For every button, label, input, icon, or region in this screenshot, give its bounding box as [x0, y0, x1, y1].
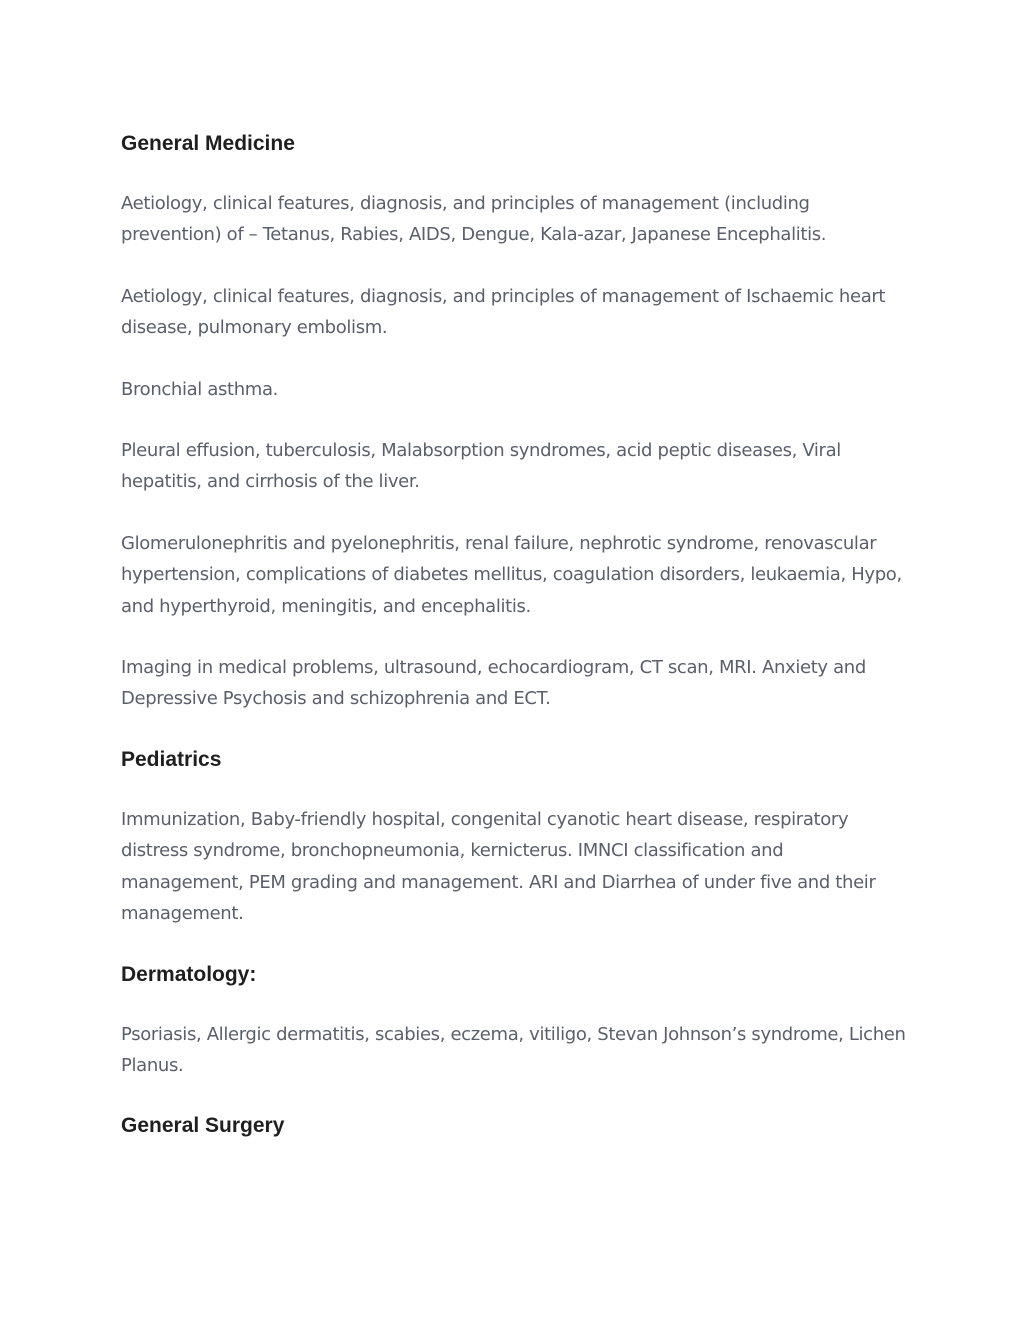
paragraph: Aetiology, clinical features, diagnosis, and principles of management (including prevention) of – Tetanus, Rabies, AIDS, Dengue, Kala-azar, Japanese Encephalitis.	[121, 193, 827, 246]
section-heading-general-medicine: General Medicine	[121, 132, 295, 155]
paragraph: Immunization, Baby-friendly hospital, congenital cyanotic heart disease, respiratory distress syndrome, bronchopneumonia, kernicterus. IMNCI classification and management, PEM grading and management. ARI and Diarrhea of under five and their management.	[121, 808, 876, 925]
paragraph: Bronchial asthma.	[121, 378, 279, 400]
paragraph: Glomerulonephritis and pyelonephritis, renal failure, nephrotic syndrome, renovascular hypertension, complications of diabetes mellitus, coagulation disorders, leukaemia, Hypo, and hyperthyroid, meningitis, and encephalitis.	[121, 532, 902, 617]
section-heading-dermatology: Dermatology:	[121, 962, 257, 986]
paragraph: Imaging in medical problems, ultrasound, echocardiogram, CT scan, MRI. Anxiety and Depressive Psychosis and schizophrenia and ECT.	[121, 657, 866, 710]
paragraph: Psoriasis, Allergic dermatitis, scabies, eczema, vitiligo, Stevan Johnson’s syndrome, Lichen Planus.	[121, 1023, 906, 1076]
paragraph: Pleural effusion, tuberculosis, Malabsorption syndromes, acid peptic diseases, Viral hepatitis, and cirrhosis of the liver.	[121, 440, 841, 493]
document-page	[121, 128, 911, 1142]
section-heading-general-surgery: General Surgery	[121, 1114, 285, 1138]
section-heading-pediatrics: Pediatrics	[121, 747, 222, 771]
paragraph: Aetiology, clinical features, diagnosis, and principles of management of Ischaemic heart disease, pulmonary embolism.	[121, 285, 886, 339]
